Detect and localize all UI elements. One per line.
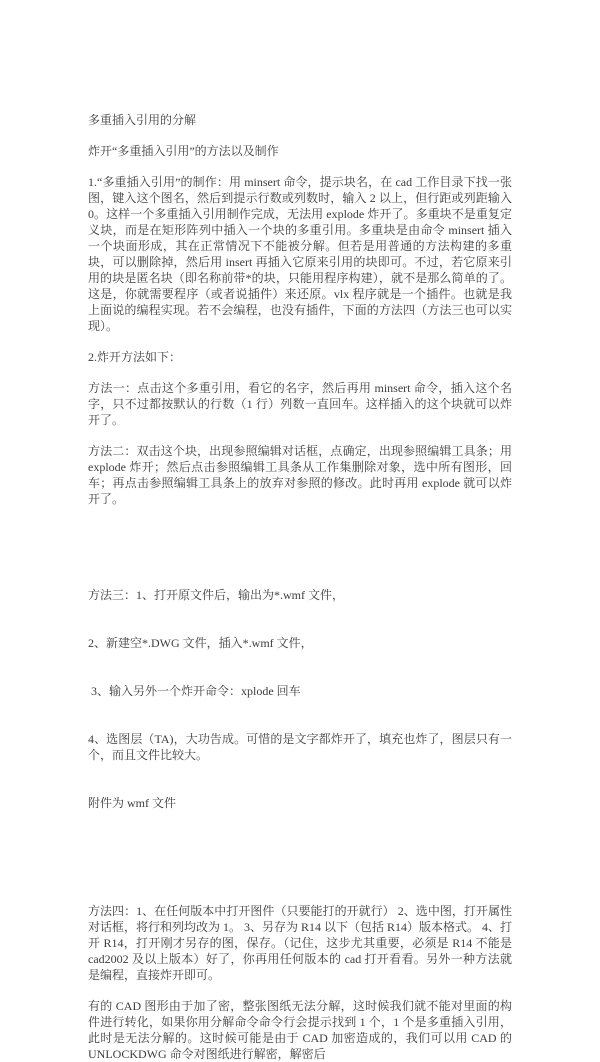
doc-title: 多重插入引用的分解 — [88, 113, 197, 127]
method3-line: 4、选图层（TA)，大功告成。可惜的是文字都炸开了，填充也炸了，图层只有一个，而且文件比较大。 — [88, 732, 512, 762]
doc-subtitle: 炸开“多重插入引用”的方法以及制作 — [88, 144, 279, 158]
document-body — [88, 112, 515, 1062]
para-method2: 方法二：双击这个块，出现参照编辑对话框，点确定，出现参照编辑工具条；用 explode 炸开；然后点击参照编辑工具条从工作集删除对象，选中所有图形，回车；再点击参照编辑工具条上的放弃对参照的修改。此时再用 explode 就可以炸开了。 — [88, 444, 515, 506]
heading-explode-methods: 2.炸开方法如下： — [88, 350, 182, 364]
method3-line: 方法三：1、打开原文件后，输出为*.wmf 文件， — [88, 588, 344, 602]
method3-line: 2、新建空*.DWG 文件，插入*.wmf 文件， — [88, 636, 313, 650]
para-making-minsert: 1.“多重插入引用”的制作：用 minsert 命令，提示块名，在 cad 工作目录下找一张图，键入这个图名，然后到提示行数或列数时，输入 2 以上，但行距或列距输入 0。这样一个多重插入引用制作完成，无法用 explode 炸开了。多重块不是重复定义块，而是在矩形阵列中插入一个块的多重引用。多重块是由命令 minsert 插入一个块面形成，其在正常情况下不能被分解。但若是用普通的方法构建的多重块，可以删除掉，然后用 insert 再插入它原来引用的块即可。不过，若它原来引用的块是匿名块（即名称前带*的块，只能用程序构建），就不是那么简单的了。这是，你就需要程序（或者说插件）来还原。vlx 程序就是一个插件。也就是我上面说的编程实现。若不会编程，也没有插件，下面的方法四（方法三也可以实现）。 — [88, 175, 515, 333]
method3-line: 附件为 wmf 文件 — [88, 796, 176, 810]
para-encrypted-note: 有的 CAD 图形由于加了密，整张图纸无法分解，这时候我们就不能对里面的构件进行转化，如果你用分解命令命令行会提示找到 1 个，1 个是多重插入引用，此时是无法分解的。这时候可能是由于 CAD 加密造成的，我们可以用 CAD 的 UNLOCKDWG 命令对图纸进行解密，解密后 — [88, 999, 515, 1061]
method3-line: 3、输入另外一个炸开命令：xplode 回车 — [88, 684, 301, 698]
para-method1: 方法一：点击这个多重引用，看它的名字，然后再用 minsert 命令，插入这个名字，只不过都按默认的行数（1 行）列数一直回车。这样插入的这个块就可以炸开了。 — [88, 381, 512, 427]
para-method4: 方法四：1、在任何版本中打开图件（只要能打的开就行） 2、选中图，打开属性对话框，将行和列均改为 1。 3、另存为 R14 以下（包括 R14）版本格式。 4、打开 R14，打开刚才另存的图，保存。（记住，这步尤其重要，必须是 R14 不能是 cad2002 及以上版本）好了，你再用任何版本的 cad 打开看看。另外一种方法就是编程，直接炸开即可。 — [88, 904, 515, 982]
list-method3 — [88, 555, 512, 843]
